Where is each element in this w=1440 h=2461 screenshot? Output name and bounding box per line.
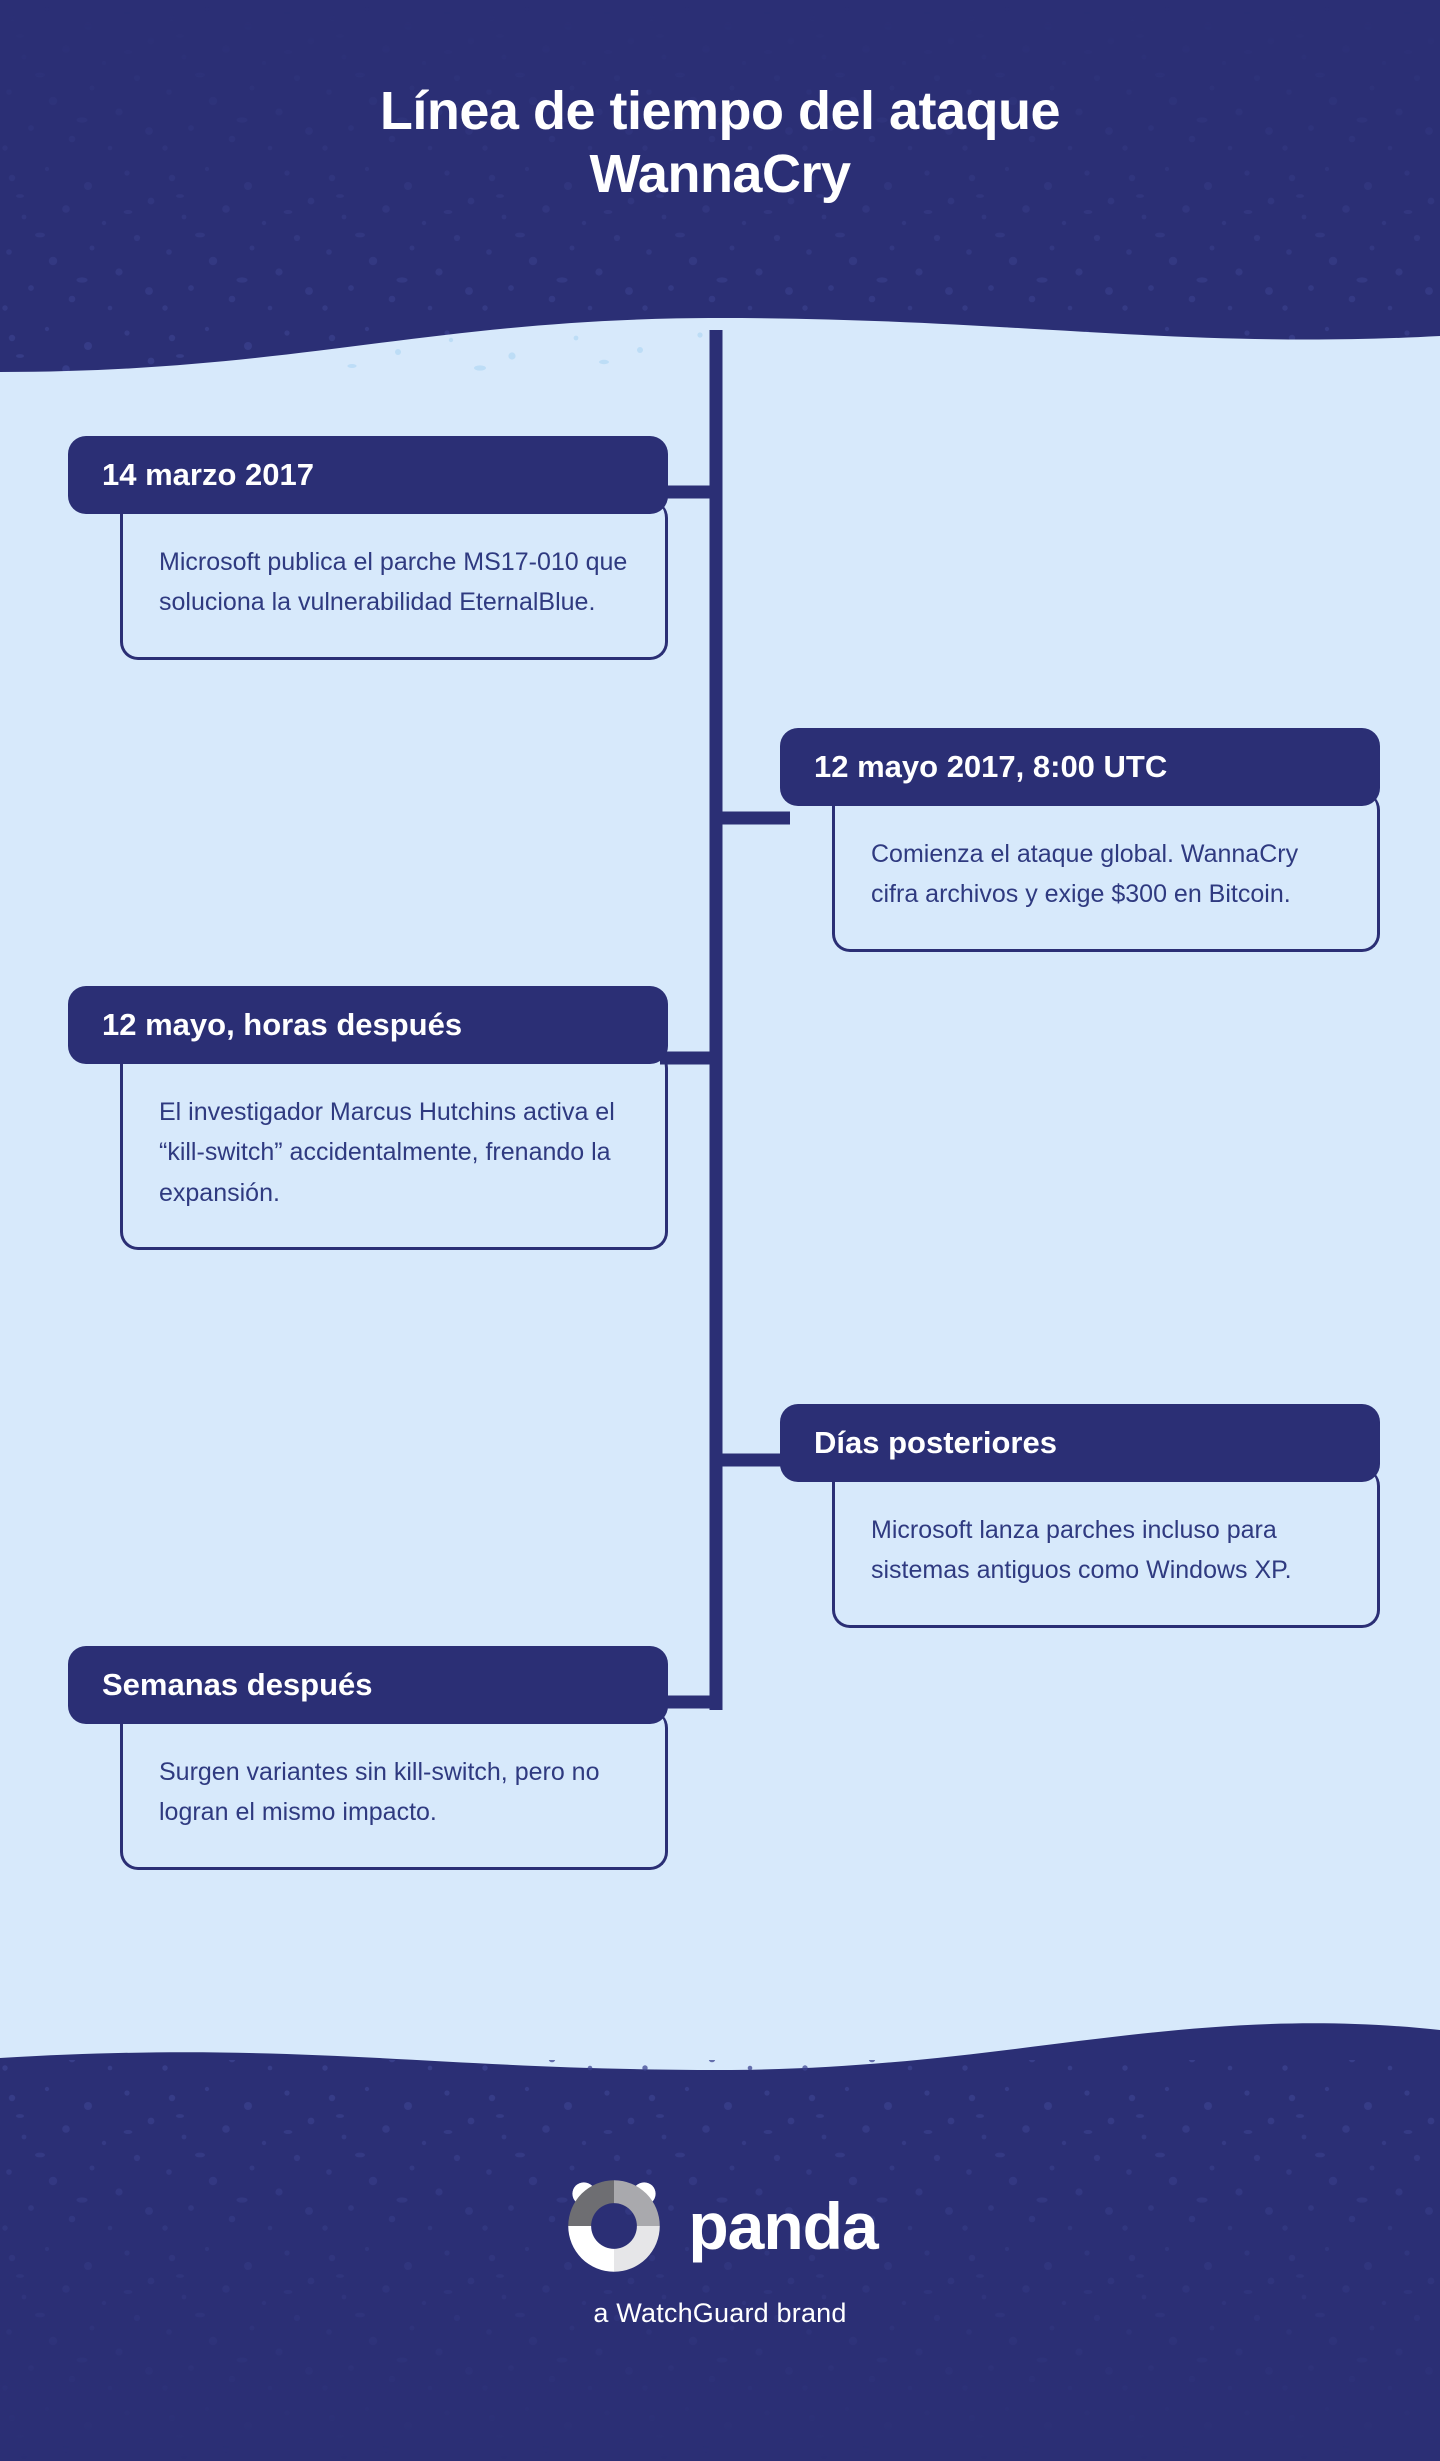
timeline-card-4-description: Microsoft lanza parches incluso para sistemas antiguos como Windows XP. (832, 1468, 1380, 1628)
timeline-card-3-date: 12 mayo, horas después (68, 986, 668, 1064)
timeline-card-5-description: Surgen variantes sin kill-switch, pero no logran el mismo impacto. (120, 1710, 668, 1870)
page-title-line-1: Línea de tiempo del ataque (379, 81, 1061, 141)
timeline-card-2-date: 12 mayo 2017, 8:00 UTC (780, 728, 1380, 806)
brand-logo (562, 2174, 877, 2278)
brand-name: panda (688, 2188, 878, 2263)
timeline-card-2-description: Comienza el ataque global. WannaCry cifra archivos y exige $300 en Bitcoin. (832, 792, 1380, 952)
timeline-card-4-date: Días posteriores (780, 1404, 1380, 1482)
timeline-card-5-date: Semanas después (68, 1646, 668, 1724)
panda-logo-icon (562, 2174, 666, 2278)
brand-tagline: a WatchGuard brand (593, 2297, 847, 2328)
timeline-card-3-description: El investigador Marcus Hutchins activa el “kill-switch” accidentalmente, frenando la expansión. (120, 1050, 668, 1251)
timeline-card-1-date: 14 marzo 2017 (68, 436, 668, 514)
timeline-card-1-description: Microsoft publica el parche MS17-010 que soluciona la vulnerabilidad EternalBlue. (120, 500, 668, 660)
page-title-line-2: WannaCry (589, 144, 851, 205)
footer (0, 2041, 1440, 2461)
